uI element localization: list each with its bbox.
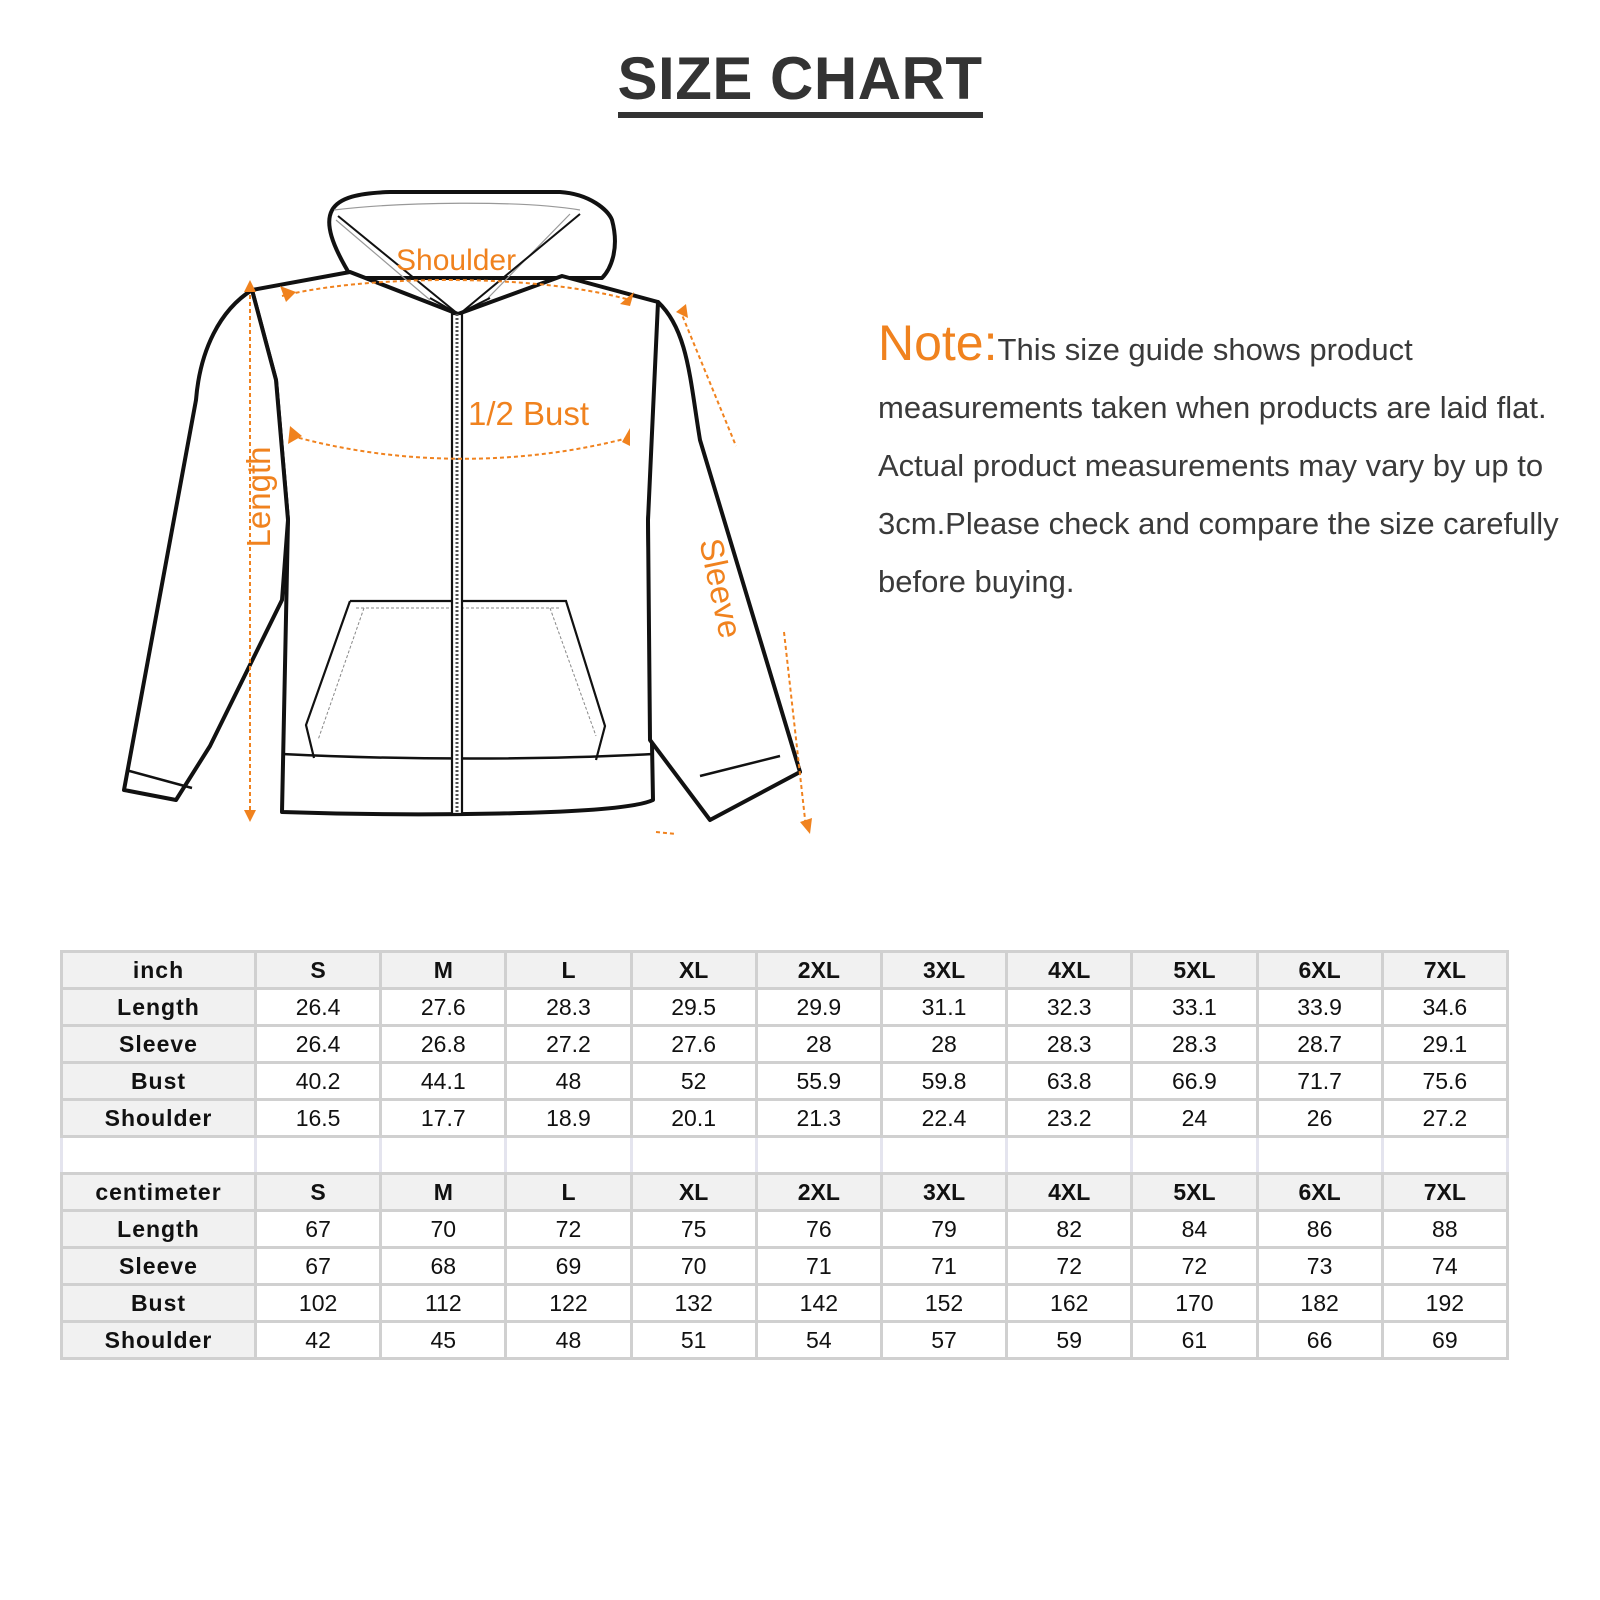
title-text: SIZE CHART: [618, 48, 983, 118]
table-cell: 142: [756, 1285, 881, 1322]
table-cell: 152: [881, 1285, 1006, 1322]
size-header: 6XL: [1257, 1174, 1382, 1211]
table-cell: 71: [756, 1248, 881, 1285]
shoulder-label: Shoulder: [396, 244, 517, 277]
row-label: Sleeve: [62, 1026, 256, 1063]
table-cell: 71: [881, 1248, 1006, 1285]
table-cell: 63.8: [1007, 1063, 1132, 1100]
spacer-cell: [256, 1137, 381, 1174]
size-header: 6XL: [1257, 952, 1382, 989]
spacer-cell: [1382, 1137, 1507, 1174]
table-cell: 16.5: [256, 1100, 381, 1137]
row-label: Bust: [62, 1063, 256, 1100]
table-cell: 29.1: [1382, 1026, 1507, 1063]
spacer-cell: [62, 1137, 256, 1174]
table-cell: 27.2: [1382, 1100, 1507, 1137]
table-cell: 34.6: [1382, 989, 1507, 1026]
page-title: [0, 44, 1600, 118]
table-cell: 24: [1132, 1100, 1257, 1137]
spacer-cell: [381, 1137, 506, 1174]
spacer-cell: [1007, 1137, 1132, 1174]
table-cell: 28.3: [506, 989, 631, 1026]
size-header: 3XL: [881, 1174, 1006, 1211]
table-cell: 86: [1257, 1211, 1382, 1248]
table-cell: 33.9: [1257, 989, 1382, 1026]
table-cell: 88: [1382, 1211, 1507, 1248]
size-header: 4XL: [1007, 1174, 1132, 1211]
table-cell: 170: [1132, 1285, 1257, 1322]
table-cell: 59.8: [881, 1063, 1006, 1100]
table-cell: 74: [1382, 1248, 1507, 1285]
size-header: S: [256, 952, 381, 989]
spacer-cell: [1257, 1137, 1382, 1174]
inch-header-row: [62, 952, 1508, 989]
table-cell: 28.3: [1007, 1026, 1132, 1063]
table-row: [62, 1100, 1508, 1137]
size-header: 7XL: [1382, 1174, 1507, 1211]
table-cell: 122: [506, 1285, 631, 1322]
table-cell: 21.3: [756, 1100, 881, 1137]
spacer-row: [62, 1137, 1508, 1174]
table-cell: 70: [381, 1211, 506, 1248]
size-header: M: [381, 1174, 506, 1211]
table-cell: 27.2: [506, 1026, 631, 1063]
table-cell: 26.4: [256, 1026, 381, 1063]
table-cell: 42: [256, 1322, 381, 1359]
unit-label: inch: [62, 952, 256, 989]
table-cell: 84: [1132, 1211, 1257, 1248]
table-row: [62, 1248, 1508, 1285]
table-cell: 66: [1257, 1322, 1382, 1359]
hoodie-diagram: [100, 180, 840, 860]
table-cell: 45: [381, 1322, 506, 1359]
table-cell: 27.6: [631, 1026, 756, 1063]
table-row: [62, 1063, 1508, 1100]
table-cell: 182: [1257, 1285, 1382, 1322]
table-cell: 22.4: [881, 1100, 1006, 1137]
table-cell: 29.9: [756, 989, 881, 1026]
table-cell: 28.7: [1257, 1026, 1382, 1063]
table-cell: 33.1: [1132, 989, 1257, 1026]
note-text: This size guide shows product measurements taken when products are laid flat. Actual product measurements may vary by up to 3cm.Please check and compare the size carefully before buying.: [878, 332, 1559, 599]
row-label: Length: [62, 989, 256, 1026]
table-cell: 29.5: [631, 989, 756, 1026]
table-cell: 69: [506, 1248, 631, 1285]
table-cell: 23.2: [1007, 1100, 1132, 1137]
table-row: [62, 1322, 1508, 1359]
table-row: [62, 1211, 1508, 1248]
size-table: [60, 950, 1509, 1360]
size-header: XL: [631, 952, 756, 989]
table-cell: 17.7: [381, 1100, 506, 1137]
row-label: Shoulder: [62, 1100, 256, 1137]
table-cell: 57: [881, 1322, 1006, 1359]
table-cell: 18.9: [506, 1100, 631, 1137]
spacer-cell: [506, 1137, 631, 1174]
spacer-cell: [631, 1137, 756, 1174]
note-lead: Note:: [878, 315, 998, 371]
table-cell: 26.4: [256, 989, 381, 1026]
table-cell: 61: [1132, 1322, 1257, 1359]
table-cell: 40.2: [256, 1063, 381, 1100]
table-row: [62, 1026, 1508, 1063]
table-row: [62, 989, 1508, 1026]
table-cell: 71.7: [1257, 1063, 1382, 1100]
size-header: 2XL: [756, 1174, 881, 1211]
table-cell: 32.3: [1007, 989, 1132, 1026]
table-cell: 162: [1007, 1285, 1132, 1322]
size-header: 5XL: [1132, 952, 1257, 989]
table-cell: 75.6: [1382, 1063, 1507, 1100]
table-cell: 67: [256, 1211, 381, 1248]
length-label: Length: [240, 446, 277, 548]
table-cell: 82: [1007, 1211, 1132, 1248]
hoodie-outline-icon: [100, 180, 840, 860]
unit-label: centimeter: [62, 1174, 256, 1211]
centimeter-header-row: [62, 1174, 1508, 1211]
note-paragraph: [878, 315, 1578, 611]
table-cell: 75: [631, 1211, 756, 1248]
table-cell: 67: [256, 1248, 381, 1285]
table-cell: 51: [631, 1322, 756, 1359]
table-cell: 26: [1257, 1100, 1382, 1137]
table-cell: 48: [506, 1322, 631, 1359]
size-header: S: [256, 1174, 381, 1211]
table-cell: 28: [756, 1026, 881, 1063]
table-cell: 79: [881, 1211, 1006, 1248]
table-cell: 31.1: [881, 989, 1006, 1026]
table-cell: 76: [756, 1211, 881, 1248]
size-header: 4XL: [1007, 952, 1132, 989]
size-header: XL: [631, 1174, 756, 1211]
table-cell: 44.1: [381, 1063, 506, 1100]
table-cell: 48: [506, 1063, 631, 1100]
table-cell: 112: [381, 1285, 506, 1322]
table-cell: 69: [1382, 1322, 1507, 1359]
size-header: 2XL: [756, 952, 881, 989]
table-cell: 66.9: [1132, 1063, 1257, 1100]
table-cell: 68: [381, 1248, 506, 1285]
row-label: Bust: [62, 1285, 256, 1322]
size-header: M: [381, 952, 506, 989]
bust-label: 1/2 Bust: [468, 395, 590, 432]
table-cell: 192: [1382, 1285, 1507, 1322]
table-cell: 73: [1257, 1248, 1382, 1285]
table-cell: 72: [1132, 1248, 1257, 1285]
table-row: [62, 1285, 1508, 1322]
row-label: Shoulder: [62, 1322, 256, 1359]
table-cell: 59: [1007, 1322, 1132, 1359]
table-cell: 70: [631, 1248, 756, 1285]
table-cell: 28: [881, 1026, 1006, 1063]
sleeve-label: Sleeve: [692, 535, 750, 642]
size-header: 5XL: [1132, 1174, 1257, 1211]
size-header: 3XL: [881, 952, 1006, 989]
size-header: L: [506, 1174, 631, 1211]
table-cell: 72: [1007, 1248, 1132, 1285]
spacer-cell: [1132, 1137, 1257, 1174]
table-cell: 102: [256, 1285, 381, 1322]
spacer-cell: [756, 1137, 881, 1174]
row-label: Length: [62, 1211, 256, 1248]
table-cell: 52: [631, 1063, 756, 1100]
table-cell: 28.3: [1132, 1026, 1257, 1063]
size-header: 7XL: [1382, 952, 1507, 989]
table-cell: 55.9: [756, 1063, 881, 1100]
table-cell: 26.8: [381, 1026, 506, 1063]
table-cell: 54: [756, 1322, 881, 1359]
table-cell: 72: [506, 1211, 631, 1248]
table-cell: 20.1: [631, 1100, 756, 1137]
row-label: Sleeve: [62, 1248, 256, 1285]
spacer-cell: [881, 1137, 1006, 1174]
table-cell: 132: [631, 1285, 756, 1322]
size-header: L: [506, 952, 631, 989]
table-cell: 27.6: [381, 989, 506, 1026]
